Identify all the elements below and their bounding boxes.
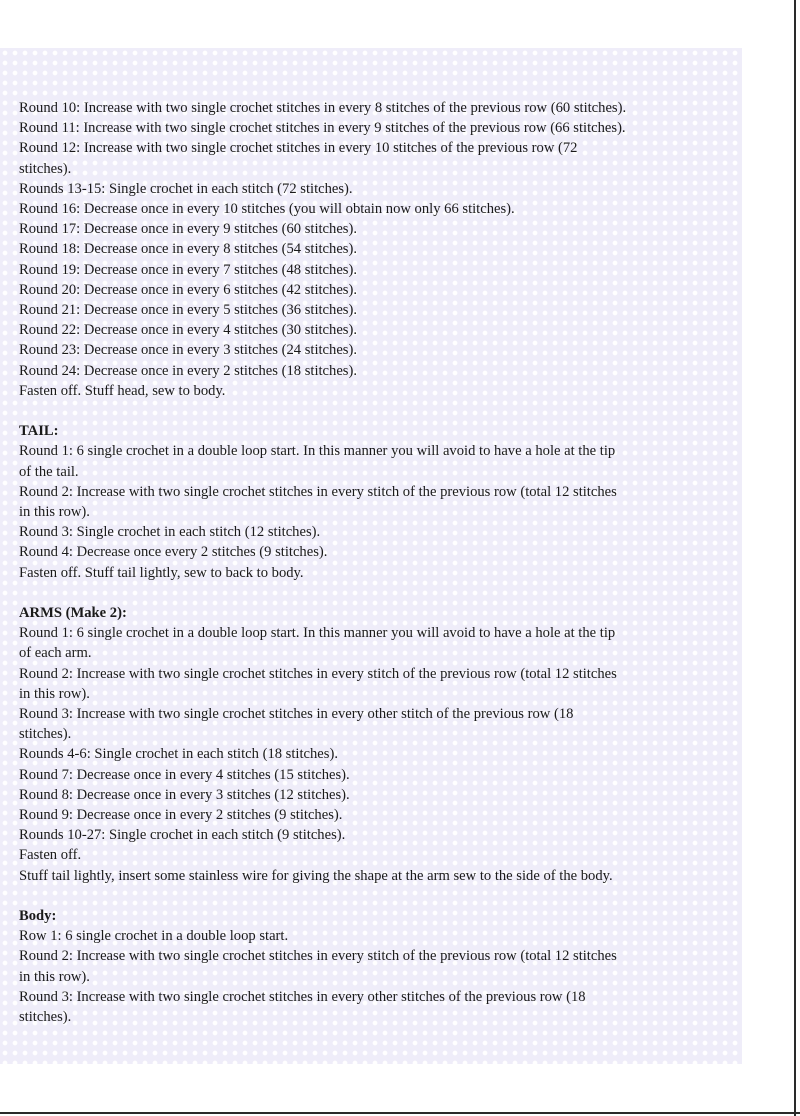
text-line: Round 1: 6 single crochet in a double loop start. In this manner you will avoid to have a hole at the tip [19,443,616,460]
text-line: stitches). [19,726,72,743]
text-line: Round 4: Decrease once every 2 stitches (9 stitches). [19,544,328,561]
text-line: Round 10: Increase with two single crochet stitches in every 8 stitches of the previous row (60 stitches). [19,100,627,116]
text-line: stitches). [19,160,72,177]
section-heading: ARMS (Make 2): [19,605,127,622]
page-right-border [794,0,796,1116]
text-line: Round 2: Increase with two single crochet stitches in every stitch of the previous row (total 12 stitches [19,483,617,500]
page-bottom-border [0,1112,800,1114]
section-spacer [19,401,709,421]
section-heading: Body: [19,908,57,925]
text-line: Rounds 13-15: Single crochet in each stitch (72 stitches). [19,180,353,197]
pattern-text [19,98,709,1027]
text-line: Round 24: Decrease once in every 2 stitches (18 stitches). [19,362,357,379]
text-line: Rounds 4-6: Single crochet in each stitch (18 stitches). [19,746,338,763]
text-line: of each arm. [19,645,92,662]
text-line: Round 3: Single crochet in each stitch (12 stitches). [19,524,321,541]
text-line: in this row). [19,968,90,985]
text-line: Round 2: Increase with two single crochet stitches in every stitch of the previous row (total 12 stitches [19,948,617,965]
text-line: Round 18: Decrease once in every 8 stitches (54 stitches). [19,241,357,258]
section-head-finish [19,98,709,401]
text-line: Round 22: Decrease once in every 4 stitches (30 stitches). [19,322,357,339]
text-line: Round 2: Increase with two single crochet stitches in every stitch of the previous row (total 12 stitches [19,665,617,682]
text-line: Round 9: Decrease once in every 2 stitches (9 stitches). [19,807,343,824]
text-line: Round 19: Decrease once in every 7 stitches (48 stitches). [19,261,357,278]
text-line: Round 3: Increase with two single crochet stitches in every other stitches of the previous row (18 [19,988,586,1005]
text-line: Fasten off. [19,847,82,864]
text-line: Round 1: 6 single crochet in a double loop start. In this manner you will avoid to have a hole at the tip [19,625,616,642]
section-arms [19,603,709,886]
text-line: Round 20: Decrease once in every 6 stitches (42 stitches). [19,281,357,298]
text-line: Stuff tail lightly, insert some stainless wire for giving the shape at the arm sew to the side of the body. [19,867,613,884]
text-line: Row 1: 6 single crochet in a double loop start. [19,928,289,945]
text-line: Round 12: Increase with two single crochet stitches in every 10 stitches of the previous row (72 [19,140,578,157]
text-line: Round 3: Increase with two single crochet stitches in every other stitch of the previous row (18 [19,706,574,723]
text-line: Round 8: Decrease once in every 3 stitches (12 stitches). [19,786,350,803]
section-heading: TAIL: [19,423,59,440]
text-line: Fasten off. Stuff tail lightly, sew to back to body. [19,564,304,581]
section-spacer [19,886,709,906]
text-line: Fasten off. Stuff head, sew to body. [19,382,226,399]
text-line: in this row). [19,504,90,521]
text-line: stitches). [19,1009,72,1026]
section-tail [19,421,709,583]
text-line: Round 17: Decrease once in every 9 stitches (60 stitches). [19,221,357,238]
text-line: Rounds 10-27: Single crochet in each stitch (9 stitches). [19,827,346,844]
text-line: Round 23: Decrease once in every 3 stitches (24 stitches). [19,342,357,359]
text-line: Round 11: Increase with two single crochet stitches in every 9 stitches of the previous row (66 stitches). [19,120,626,137]
section-spacer [19,583,709,603]
section-body [19,906,709,1027]
text-line: of the tail. [19,463,79,480]
text-line: in this row). [19,685,90,702]
text-line: Round 21: Decrease once in every 5 stitches (36 stitches). [19,302,357,319]
text-line: Round 16: Decrease once in every 10 stitches (you will obtain now only 66 stitches). [19,201,515,218]
text-line: Round 7: Decrease once in every 4 stitches (15 stitches). [19,766,350,783]
